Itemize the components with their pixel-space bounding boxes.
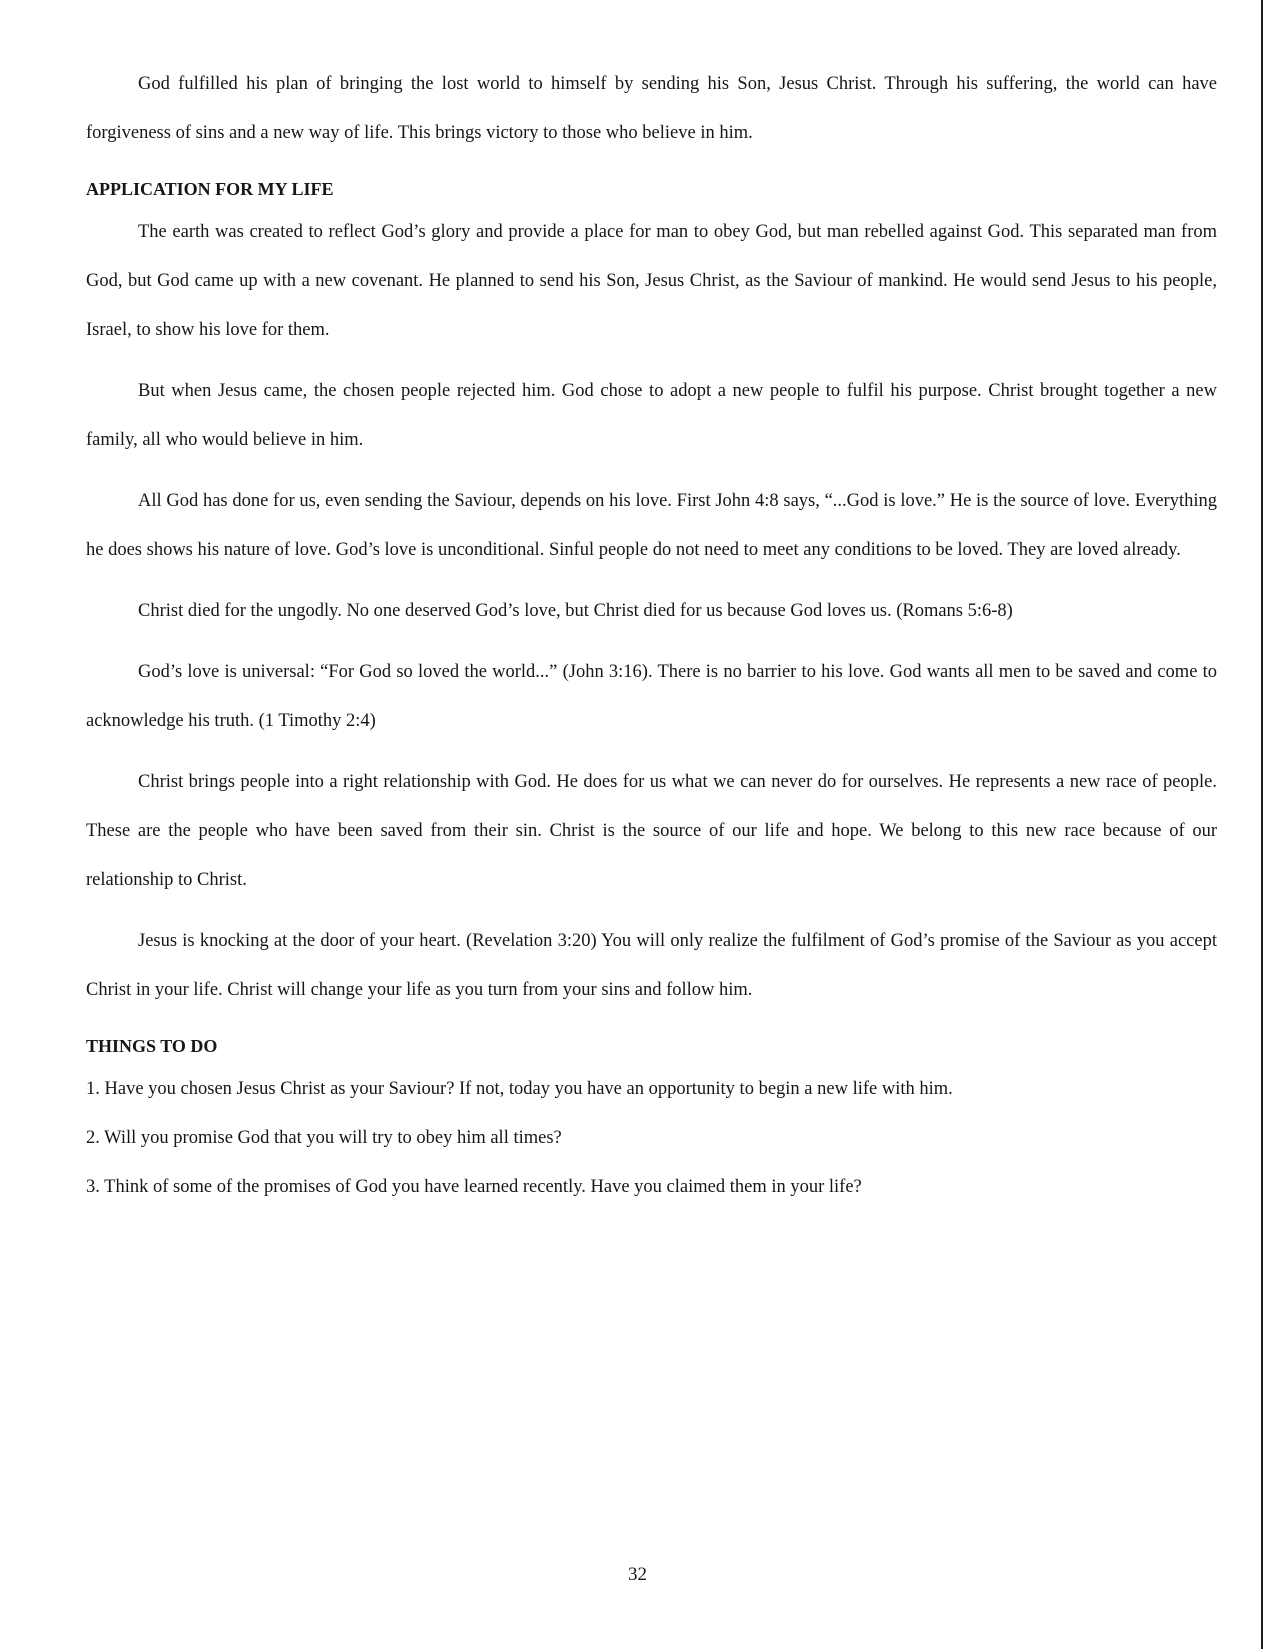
page-number: 32 bbox=[628, 1564, 647, 1585]
application-paragraph-1: The earth was created to reflect God’s glory and provide a place for man to obey God, but man rebelled against God. This separated man from God, but God came up with a new covenant. He planned to send his Son, Jesus Christ, as the Saviour of mankind. He would send Jesus to his people, Israel, to show his love for them. bbox=[86, 222, 1217, 340]
application-heading: APPLICATION FOR MY LIFE bbox=[86, 179, 334, 199]
things-to-do-heading: THINGS TO DO bbox=[86, 1036, 218, 1056]
application-paragraph-4: Christ died for the ungodly. No one deserved God’s love, but Christ died for us because God loves us. (Romans 5:6-8) bbox=[138, 601, 1013, 621]
intro-paragraph: God fulfilled his plan of bringing the lost world to himself by sending his Son, Jesus Christ. Through his suffering, the world can have forgiveness of sins and a new way of life. This brings victory to those who believe in him. bbox=[86, 74, 1217, 143]
application-paragraph-2: But when Jesus came, the chosen people rejected him. God chose to adopt a new people to fulfil his purpose. Christ brought together a new family, all who would believe in him. bbox=[86, 381, 1217, 450]
things-to-do-item-1: 1. Have you chosen Jesus Christ as your Saviour? If not, today you have an opportunity to begin a new life with him. bbox=[86, 1079, 953, 1099]
application-paragraph-7: Jesus is knocking at the door of your heart. (Revelation 3:20) You will only realize the fulfilment of God’s promise of the Saviour as you accept Christ in your life. Christ will change your life as you turn from your sins and follow him. bbox=[86, 931, 1217, 1000]
page-edge-line bbox=[1261, 0, 1263, 1649]
application-paragraph-3: All God has done for us, even sending the Saviour, depends on his love. First John 4:8 says, “...God is love.” He is the source of love. Everything he does shows his nature of love. God’s love is unconditional. Sinful people do not need to meet any conditions to be loved. They are loved already. bbox=[86, 491, 1217, 560]
things-to-do-item-2: 2. Will you promise God that you will try to obey him all times? bbox=[86, 1128, 562, 1148]
application-paragraph-6: Christ brings people into a right relationship with God. He does for us what we can never do for ourselves. He represents a new race of people. These are the people who have been saved from their sin. Christ is the source of our life and hope. We belong to this new race because of our relationship to Christ. bbox=[86, 772, 1217, 890]
things-to-do-item-3: 3. Think of some of the promises of God you have learned recently. Have you claimed them in your life? bbox=[86, 1177, 862, 1197]
application-paragraph-5: God’s love is universal: “For God so loved the world...” (John 3:16). There is no barrier to his love. God wants all men to be saved and come to acknowledge his truth. (1 Timothy 2:4) bbox=[86, 662, 1217, 731]
page-body bbox=[86, 60, 1217, 1212]
